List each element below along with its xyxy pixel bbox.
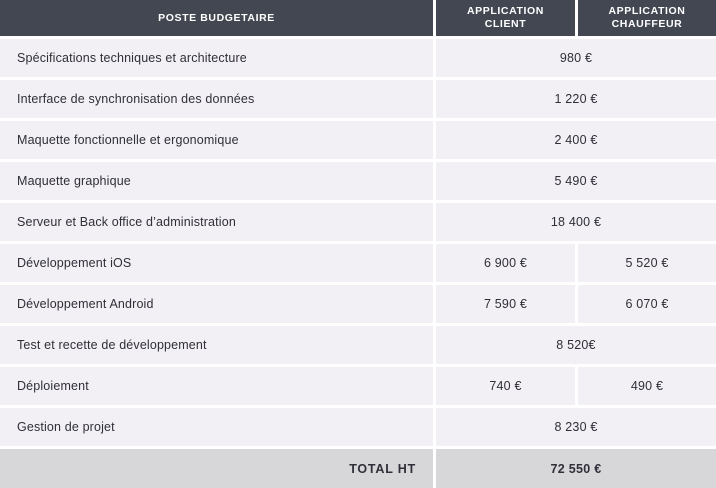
row-label: Serveur et Back office d’administration <box>0 203 433 241</box>
row-label: Développement iOS <box>0 244 433 282</box>
row-value-merged: 5 490 € <box>436 162 716 200</box>
table-row <box>0 80 716 118</box>
row-value-merged: 18 400 € <box>436 203 716 241</box>
row-label: Spécifications techniques et architecture <box>0 39 433 77</box>
table-row <box>0 367 716 405</box>
row-value-merged: 1 220 € <box>436 80 716 118</box>
column-header-chauffeur-line2: CHAUFFEUR <box>611 18 683 30</box>
table-body <box>0 36 716 488</box>
table-row <box>0 121 716 159</box>
row-value-merged: 2 400 € <box>436 121 716 159</box>
column-header-chauffeur-line1: APPLICATION <box>608 5 686 17</box>
row-value-chauffeur: 6 070 € <box>578 285 716 323</box>
table-row <box>0 203 716 241</box>
column-header-poste-budgetaire <box>0 0 433 36</box>
row-label: Test et recette de développement <box>0 326 433 364</box>
table-row <box>0 162 716 200</box>
table-row <box>0 39 716 77</box>
row-label: Maquette graphique <box>0 162 433 200</box>
row-value-chauffeur: 5 520 € <box>578 244 716 282</box>
row-label: Maquette fonctionnelle et ergonomique <box>0 121 433 159</box>
row-label: Interface de synchronisation des données <box>0 80 433 118</box>
table-header-row <box>0 0 716 36</box>
row-label: Développement Android <box>0 285 433 323</box>
row-value-merged: 980 € <box>436 39 716 77</box>
column-header-application-client <box>436 0 575 36</box>
row-value-client: 6 900 € <box>436 244 575 282</box>
column-header-application-chauffeur <box>578 0 716 36</box>
column-header-client-line2: CLIENT <box>484 18 527 30</box>
total-value: 72 550 € <box>436 449 716 488</box>
table-row <box>0 285 716 323</box>
row-value-client: 740 € <box>436 367 575 405</box>
row-label: Déploiement <box>0 367 433 405</box>
row-value-client: 7 590 € <box>436 285 575 323</box>
table-row <box>0 408 716 446</box>
row-value-merged: 8 230 € <box>436 408 716 446</box>
column-header-poste-label: POSTE BUDGETAIRE <box>158 11 275 24</box>
row-value-merged: 8 520€ <box>436 326 716 364</box>
row-label: Gestion de projet <box>0 408 433 446</box>
table-row <box>0 244 716 282</box>
table-row <box>0 326 716 364</box>
row-value-chauffeur: 490 € <box>578 367 716 405</box>
table-total-row <box>0 449 716 488</box>
column-header-client-line1: APPLICATION <box>467 5 544 17</box>
total-label: TOTAL HT <box>0 449 433 488</box>
